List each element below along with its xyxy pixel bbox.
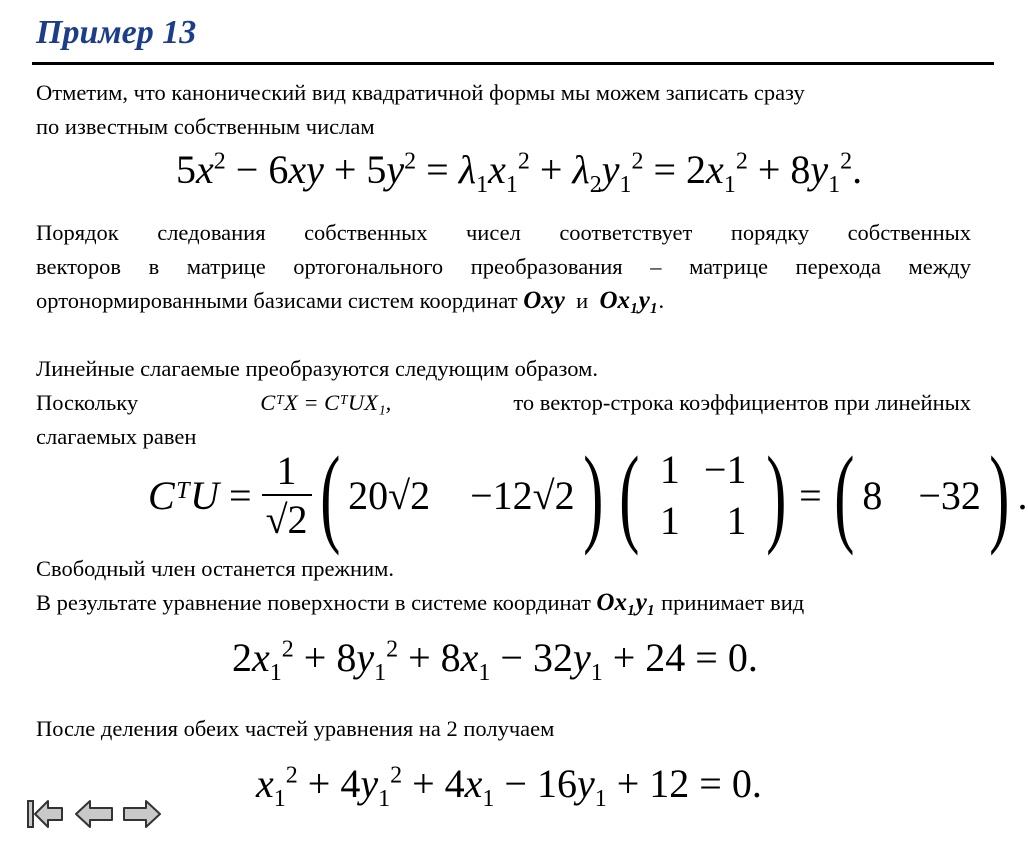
paragraph-1 — [36, 76, 805, 144]
paragraph-5: После деления обеих частей уравнения на 2 получаем — [36, 716, 555, 741]
paragraph-3-line-2-rest: то вектор-строка коэффициентов при линейных — [513, 390, 971, 415]
paragraph-1-line-1: Отметим, что канонический вид квадратичной формы мы можем записать сразу — [36, 80, 805, 105]
next-slide-button[interactable] — [122, 798, 162, 830]
paragraph-4 — [36, 552, 804, 620]
matrix-cell: −1 — [703, 447, 747, 492]
first-slide-button[interactable] — [26, 798, 66, 830]
fraction-denominator: √2 — [265, 497, 308, 542]
paragraph-4-line-2-prefix: В результате уравнение поверхности в системе координат — [36, 590, 591, 615]
title-divider — [32, 62, 994, 65]
result-b: −32 — [918, 472, 981, 518]
period: . — [1017, 472, 1028, 518]
paragraph-2 — [36, 216, 971, 318]
row-vector-b: −12√2 — [470, 472, 575, 518]
matrix-left-paren: ( — [619, 434, 640, 556]
equation-1-lhs: $5x^2 - 6xy + 5y^2$ — [176, 147, 417, 192]
equals-sign-2: = — [799, 472, 822, 518]
row-vector-a: 20√2 — [348, 472, 431, 518]
paragraph-3-line-1: Линейные слагаемые преобразуются следующим образом. — [36, 356, 598, 381]
prev-slide-icon — [74, 798, 114, 830]
matrix-cell: 1 — [659, 498, 680, 543]
matrix-cell: 1 — [726, 498, 747, 543]
coord-system-oxy: Oxy — [523, 287, 565, 314]
result-right-paren: ) — [989, 434, 1010, 556]
equation-surface-new-coords: $2x_1^2 + 8y_1^2 + 8x_1 - 32y_1 + 24 = 0$. — [232, 635, 758, 686]
paragraph-2-line-3-text: ортонормированными базисами систем координат — [36, 288, 518, 313]
fraction-numerator: 1 — [262, 447, 312, 496]
paragraph-2-line-2: векторов в матрице ортогонального преобразования – матрице перехода между — [36, 254, 971, 279]
first-slide-icon — [26, 798, 66, 830]
conjunction: и — [576, 288, 589, 313]
paragraph-4-line-2-suffix: принимает вид — [661, 590, 805, 615]
paragraph-3-line-2 — [36, 386, 971, 420]
paragraph-4-line-1: Свободный член останется прежним. — [36, 556, 395, 581]
right-paren: ) — [582, 434, 604, 556]
equals-sign: = — [229, 472, 252, 518]
because-word: Поскольку — [36, 390, 139, 415]
equation-simplified: $x_1^2 + 4y_1^2 + 4x_1 - 16y_1 + 12 = 0$. — [256, 761, 762, 812]
paragraph-3-line-3: слагаемых равен — [36, 424, 197, 449]
equation-2-lhs: CᵀU — [148, 472, 220, 518]
paragraph-1-line-2: по известным собственным числам — [36, 114, 375, 139]
left-paren: ( — [319, 434, 340, 556]
result-a: 8 — [862, 472, 883, 518]
equation-linear-coefficients — [148, 434, 1028, 556]
paragraph-4-line-2 — [36, 586, 804, 620]
prev-slide-button[interactable] — [74, 798, 114, 830]
matrix-right-paren: ) — [766, 434, 787, 556]
equation-1-rhs: = $2x_1^2 + 8y_1^2$. — [653, 147, 863, 198]
paragraph-3 — [36, 352, 971, 454]
relation-formula: CᵀX = CᵀUX₁, — [260, 390, 392, 415]
coord-system-ox1y1: Ox₁y₁ — [599, 287, 659, 314]
next-slide-icon — [122, 798, 162, 830]
slide-title: Пример 13 — [36, 14, 197, 51]
matrix-cell: 1 — [659, 447, 680, 492]
paragraph-2-line-3 — [36, 284, 971, 318]
paragraph-2-line-1: Порядок следования собственных чисел соответствует порядку собственных — [36, 220, 971, 245]
equation-1-mid: = $\lambda_1x_1^2 + \lambda_2y_1^2$ — [426, 147, 644, 198]
equation-canonical-form — [176, 146, 863, 198]
coord-system-ox1y1: Ox₁y₁ — [596, 589, 656, 616]
period: . — [658, 288, 665, 313]
result-left-paren: ( — [833, 434, 855, 556]
transition-matrix — [648, 444, 759, 546]
fraction-one-over-sqrt2 — [262, 447, 312, 543]
